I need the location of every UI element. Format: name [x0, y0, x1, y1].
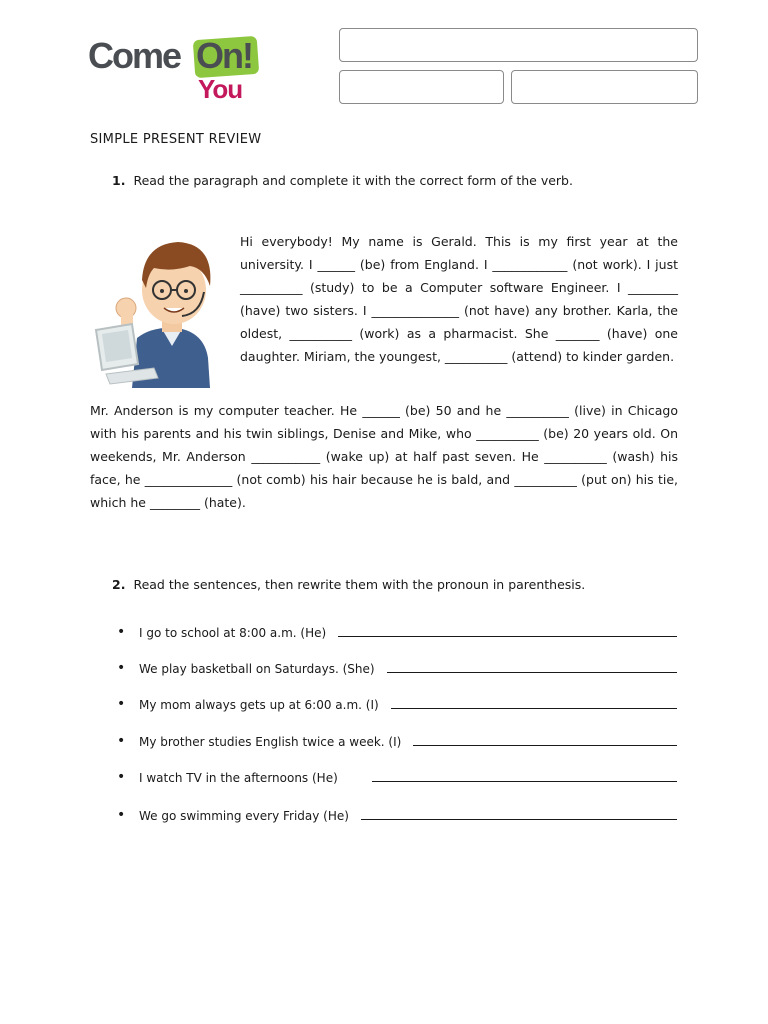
sentence-text: We go swimming every Friday (He) [139, 809, 349, 823]
sentence-text: I watch TV in the afternoons (He) [139, 771, 338, 785]
section1-number: 1. [112, 173, 126, 188]
bullet-icon: • [117, 624, 126, 640]
come-on-you-logo [88, 36, 273, 108]
sentence-text: My mom always gets up at 6:00 a.m. (I) [139, 698, 379, 712]
sentence-text: My brother studies English twice a week. (I) [139, 735, 402, 749]
answer-line[interactable] [413, 744, 677, 746]
section1-instruction [112, 173, 573, 188]
info-field-box-left[interactable] [339, 70, 504, 104]
section2-number: 2. [112, 577, 126, 592]
paragraph-anderson: Mr. Anderson is my computer teacher. He ______ (be) 50 and he __________ (live) in Chicago with his parents and his twin siblings, Denise and Mike, who __________ (be) 20 years old. On weekends, Mr. Anderson ___________ (wake up) at half past seven. He __________ (wash) his face, he ______________ (not comb) his hair because he is bald, and __________ (put on) his tie, which he ________ (hate). [90, 403, 678, 510]
answer-line[interactable] [338, 635, 677, 637]
worksheet-title: SIMPLE PRESENT REVIEW [90, 132, 262, 147]
answer-line[interactable] [391, 707, 677, 709]
list-item [117, 656, 677, 676]
list-item [117, 692, 677, 712]
answer-line[interactable] [361, 818, 677, 820]
section1-instruction-text: Read the paragraph and complete it with the correct form of the verb. [133, 173, 573, 188]
logo-word-on: On! [196, 35, 252, 76]
answer-line[interactable] [372, 780, 677, 782]
logo-word-come: Come [88, 35, 181, 76]
list-item [117, 620, 677, 640]
bullet-icon: • [117, 660, 126, 676]
paragraph-gerald: Hi everybody! My name is Gerald. This is my first year at the university. I ______ (be) from England. I ____________ (not work). I just __________ (study) to be a Computer software Engineer. I ________ (have) two sisters. I ______________ (not have) any brother. Karla, the oldest, __________ (work) as a pharmacist. She _______ (have) one daughter. Miriam, the youngest, __________ (attend) to kinder garden. [240, 234, 678, 364]
cartoon-man-at-computer-icon [92, 228, 222, 388]
info-field-box-right[interactable] [511, 70, 698, 104]
name-field-box[interactable] [339, 28, 698, 62]
section2-instruction-text: Read the sentences, then rewrite them with the pronoun in parenthesis. [133, 577, 586, 592]
list-item [117, 729, 677, 749]
section2-instruction [112, 577, 585, 592]
list-item [117, 765, 677, 785]
bullet-icon: • [117, 696, 126, 712]
bullet-icon: • [117, 733, 126, 749]
list-item [117, 803, 677, 823]
logo-word-you: You [198, 74, 243, 104]
sentence-text: We play basketball on Saturdays. (She) [139, 662, 375, 676]
sentence-text: I go to school at 8:00 a.m. (He) [139, 626, 327, 640]
answer-line[interactable] [387, 671, 677, 673]
bullet-icon: • [117, 769, 126, 785]
bullet-icon: • [117, 807, 126, 823]
